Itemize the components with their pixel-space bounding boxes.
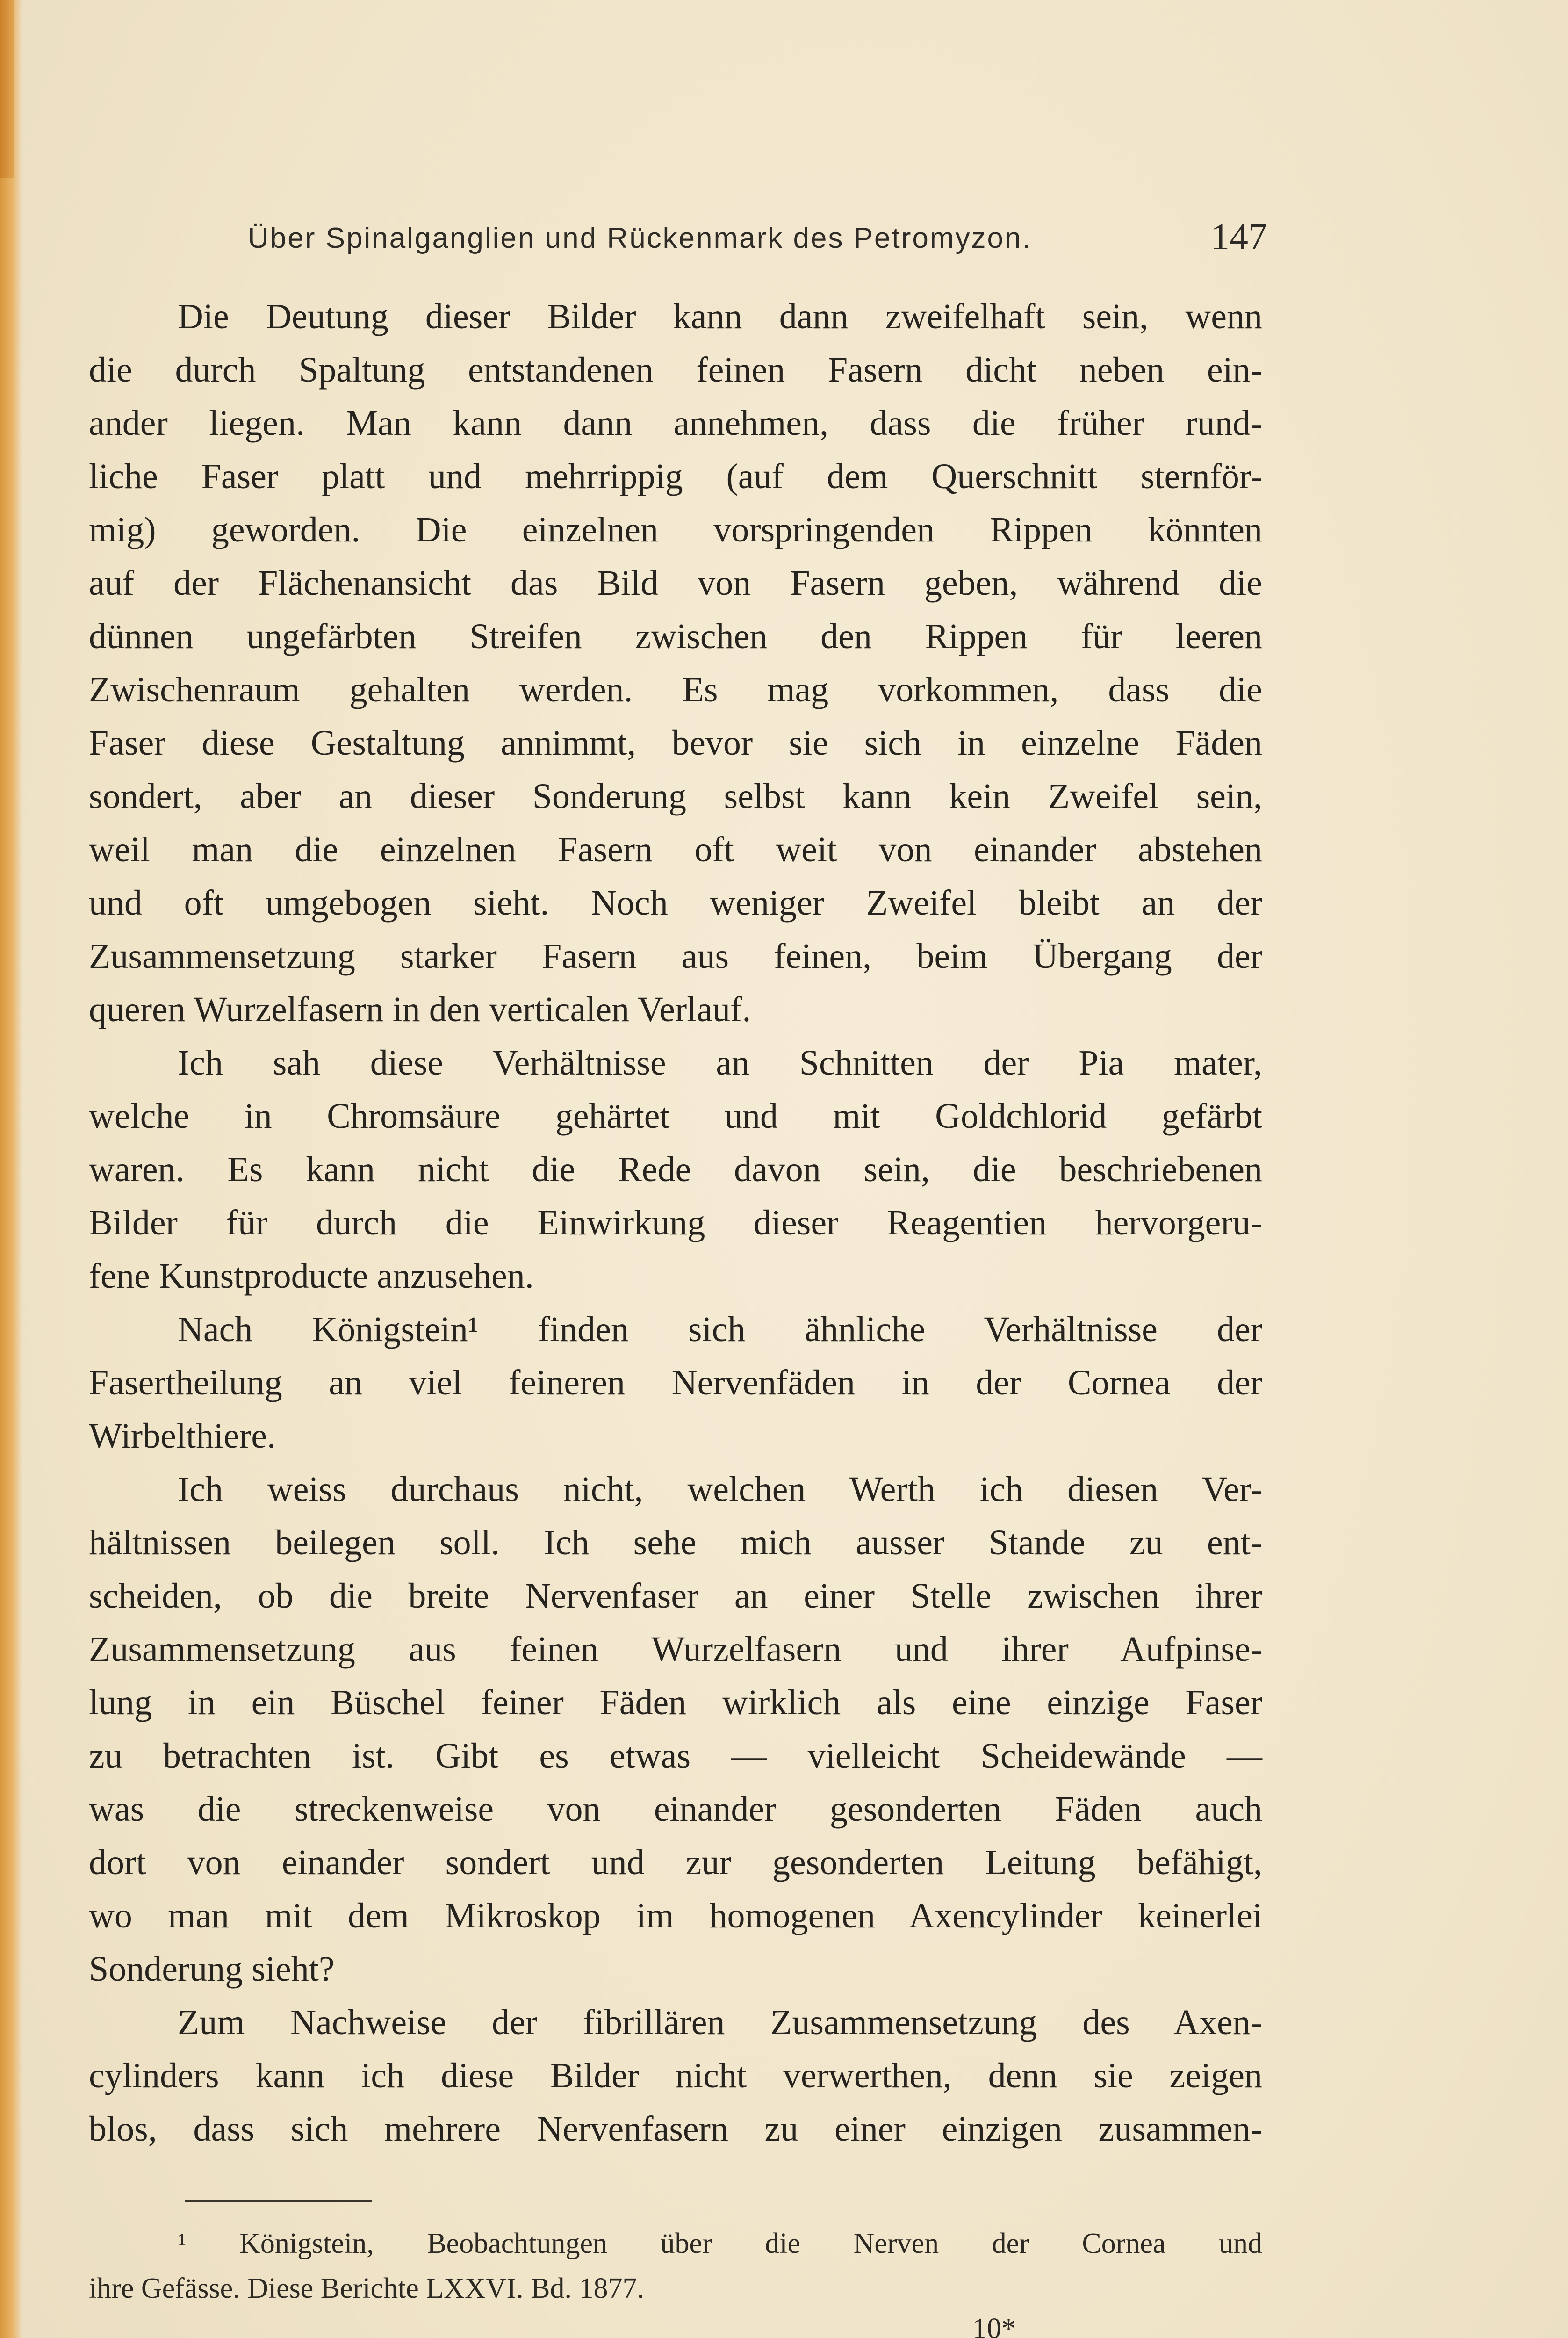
body-text xyxy=(89,290,1262,2156)
text-line: Sonderung sieht? xyxy=(89,1949,335,1989)
text-line: wo man mit dem Mikroskop im homogenen Axencylinder keinerlei xyxy=(89,1896,1262,1935)
text-line: dort von einander sondert und zur gesonderten Leitung befähigt, xyxy=(89,1843,1262,1882)
page-edge-stain-top xyxy=(0,0,14,178)
page-edge-stain xyxy=(0,0,22,2338)
text-line: Die Deutung dieser Bilder kann dann zweifelhaft sein, wenn xyxy=(178,297,1262,336)
footnote-line: ¹ Königstein, Beobachtungen über die Nerven der Cornea und xyxy=(178,2228,1262,2259)
text-line: die durch Spaltung entstandenen feinen Fasern dicht neben ein- xyxy=(89,350,1262,390)
text-line: und oft umgebogen sieht. Noch weniger Zweifel bleibt an der xyxy=(89,883,1262,923)
text-line: scheiden, ob die breite Nervenfaser an einer Stelle zwischen ihrer xyxy=(89,1576,1262,1616)
text-line: fene Kunstproducte anzusehen. xyxy=(89,1256,534,1296)
text-line: Zum Nachweise der fibrillären Zusammensetzung des Axen- xyxy=(178,2003,1262,2042)
text-line: dünnen ungefärbten Streifen zwischen den Rippen für leeren xyxy=(89,617,1262,656)
text-line: sondert, aber an dieser Sonderung selbst kann kein Zweifel sein, xyxy=(89,777,1262,816)
text-line: Zusammensetzung aus feinen Wurzelfasern und ihrer Aufpinse- xyxy=(89,1630,1262,1669)
text-line: mig) geworden. Die einzelnen vorspringenden Rippen könnten xyxy=(89,510,1262,549)
signature-mark: 10* xyxy=(972,2313,1016,2338)
text-line: ander liegen. Man kann dann annehmen, dass die früher rund- xyxy=(89,404,1262,443)
footnote xyxy=(89,2221,1262,2311)
footnote-line: ihre Gefässe. Diese Berichte LXXVI. Bd. 1877. xyxy=(89,2273,644,2304)
text-line: Bilder für durch die Einwirkung dieser Reagentien hervorgeru- xyxy=(89,1203,1262,1242)
text-line: Fasertheilung an viel feineren Nervenfäden in der Cornea der xyxy=(89,1363,1262,1402)
text-line: Ich weiss durchaus nicht, welchen Werth ich diesen Ver- xyxy=(178,1470,1262,1509)
text-line: Ich sah diese Verhältnisse an Schnitten der Pia mater, xyxy=(178,1043,1262,1082)
text-line: was die streckenweise von einander gesonderten Fäden auch xyxy=(89,1790,1262,1829)
text-line: Faser diese Gestaltung annimmt, bevor sie sich in einzelne Fäden xyxy=(89,723,1262,763)
text-line: queren Wurzelfasern in den verticalen Verlauf. xyxy=(89,990,751,1029)
running-head xyxy=(248,216,1267,261)
running-title: Über Spinalganglien und Rückenmark des Petromyzon. xyxy=(248,222,1032,254)
page-number: 147 xyxy=(1211,216,1267,258)
text-line: cylinders kann ich diese Bilder nicht verwerthen, denn sie zeigen xyxy=(89,2056,1262,2095)
text-line: hältnissen beilegen soll. Ich sehe mich ausser Stande zu ent- xyxy=(89,1523,1262,1562)
text-line: Nach Königstein¹ finden sich ähnliche Verhältnisse der xyxy=(178,1310,1262,1349)
text-line: welche in Chromsäure gehärtet und mit Goldchlorid gefärbt xyxy=(89,1097,1262,1136)
text-line: zu betrachten ist. Gibt es etwas — vielleicht Scheidewände — xyxy=(89,1736,1262,1775)
text-line: weil man die einzelnen Fasern oft weit von einander abstehen xyxy=(89,830,1262,869)
text-line: auf der Flächenansicht das Bild von Fasern geben, während die xyxy=(89,563,1262,603)
text-line: blos, dass sich mehrere Nervenfasern zu einer einzigen zusammen- xyxy=(89,2109,1262,2149)
text-line: Zusammensetzung starker Fasern aus feinen, beim Übergang der xyxy=(89,937,1262,976)
text-line: liche Faser platt und mehrrippig (auf dem Querschnitt sternför- xyxy=(89,457,1262,496)
text-line: lung in ein Büschel feiner Fäden wirklich als eine einzige Faser xyxy=(89,1683,1262,1722)
footnote-divider xyxy=(185,2200,372,2202)
text-line: waren. Es kann nicht die Rede davon sein, die beschriebenen xyxy=(89,1150,1262,1189)
text-line: Wirbelthiere. xyxy=(89,1416,276,1456)
text-line: Zwischenraum gehalten werden. Es mag vorkommen, dass die xyxy=(89,670,1262,709)
